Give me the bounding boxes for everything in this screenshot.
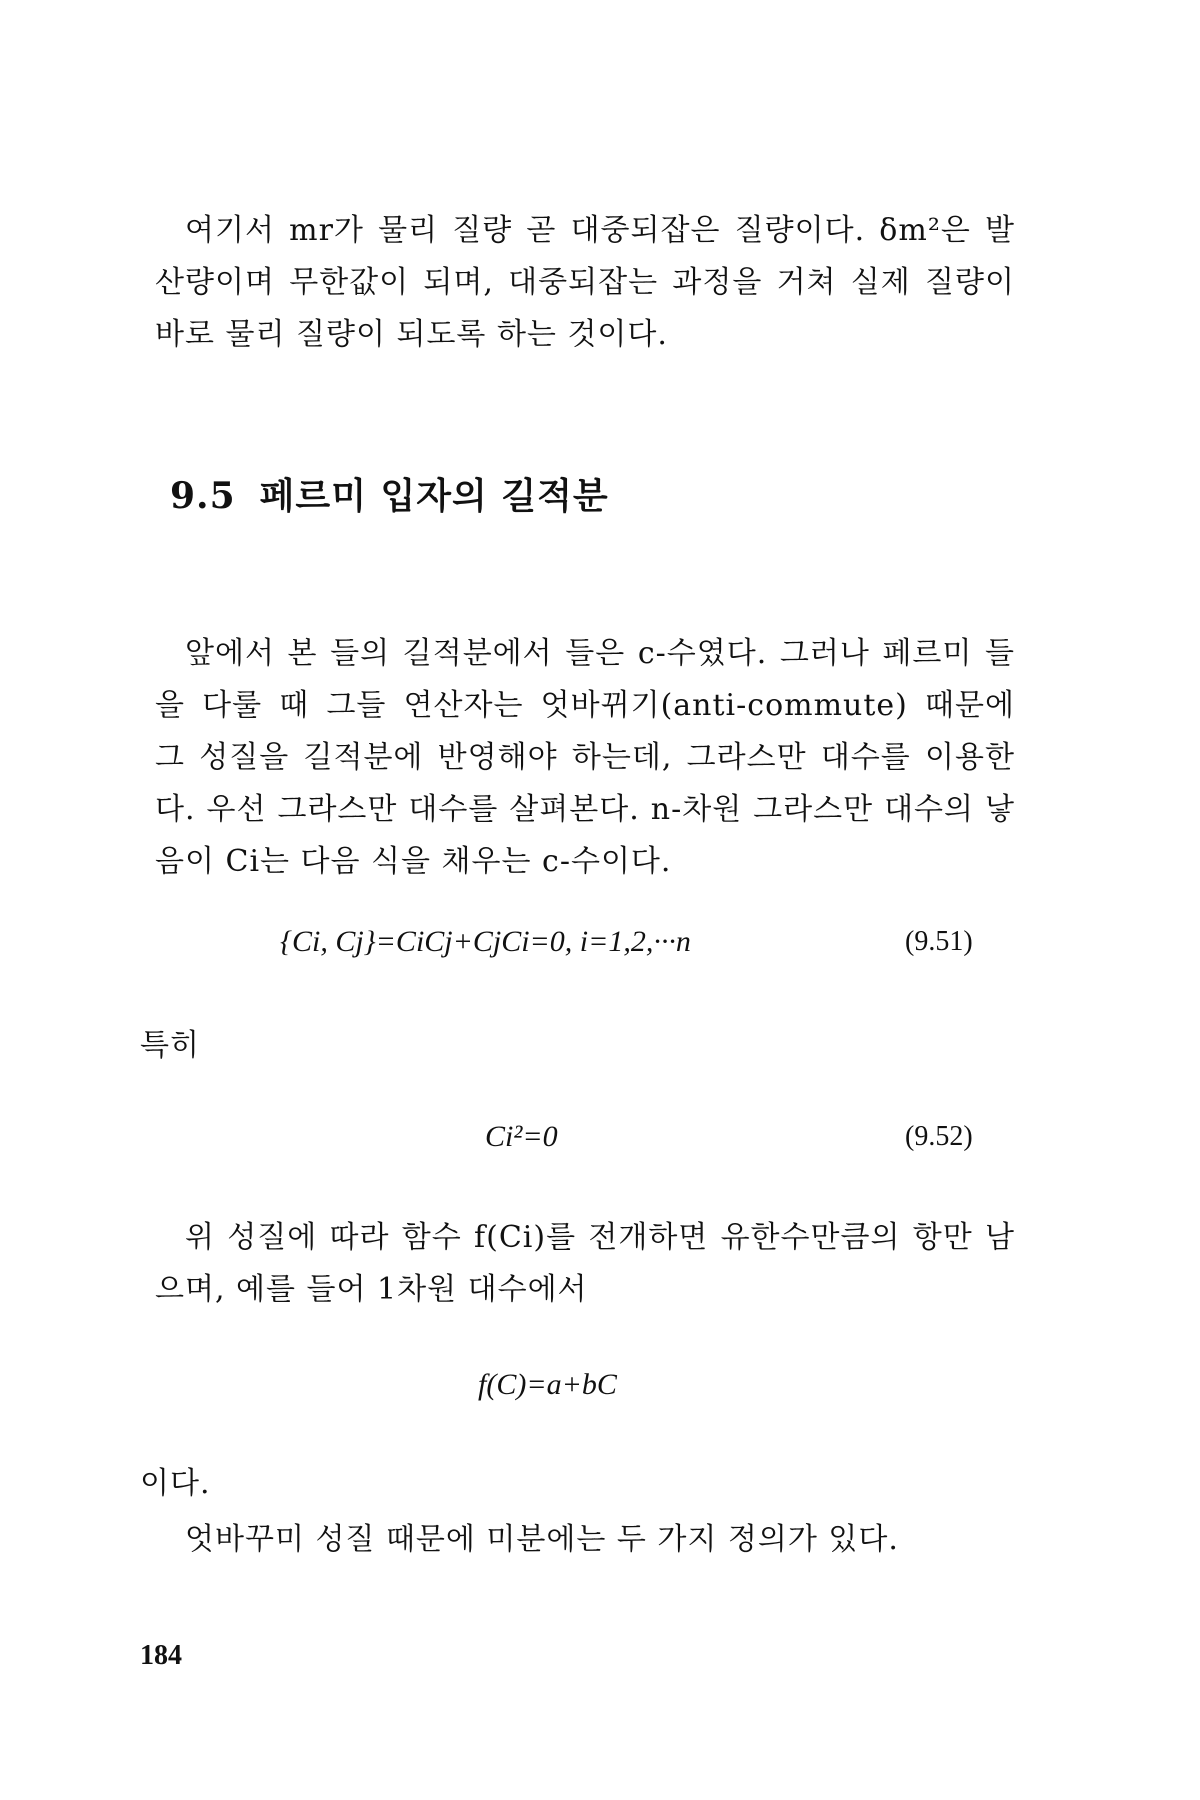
paragraph-2: 앞에서 본 들의 길적분에서 들은 c-수였다. 그러나 페르미 들을 다룰 때 그들 연산자는 엇바뀌기(anti-commute) 때문에 그 성질을 길적분에 반영해야 하는데, 그라스만 대수를 이용한다. 우선 그라스만 대수를 살펴본다. n-차원 그라스만 대수의 낳음이 Ci는 다음 식을 채우는 c-수이다. [155,636,1015,879]
section-title: 페르미 입자의 길적분 [259,475,609,517]
paragraph-6: 엇바꾸미 성질 때문에 미분에는 두 가지 정의가 있다. [185,1522,899,1557]
paragraph-1: 여기서 mr가 물리 질량 곧 대중되잡은 질량이다. δm²은 발산량이며 무한값이 되며, 대중되잡는 과정을 거쳐 실제 질량이 바로 물리 질량이 되도록 하는 것이다. [155,213,1015,352]
page-number: 184 [140,1640,182,1671]
section-heading [170,468,609,519]
equation-9-51: {Ci, Cj}=CiCj+CjCi=0, i=1,2,···n [280,925,691,958]
section-number: 9.5 [170,475,236,517]
paragraph-5: 이다. [140,1466,211,1501]
equation-9-52: Ci²=0 [485,1120,558,1153]
paragraph-4: 위 성질에 따라 함수 f(Ci)를 전개하면 유한수만큼의 항만 남으며, 예를 들어 1차원 대수에서 [155,1220,1015,1307]
equation-number-9-52: (9.52) [905,1121,973,1152]
equation-fc: f(C)=a+bC [478,1368,617,1401]
equation-number-9-51: (9.51) [905,926,973,957]
paragraph-3: 특히 [140,1028,200,1063]
